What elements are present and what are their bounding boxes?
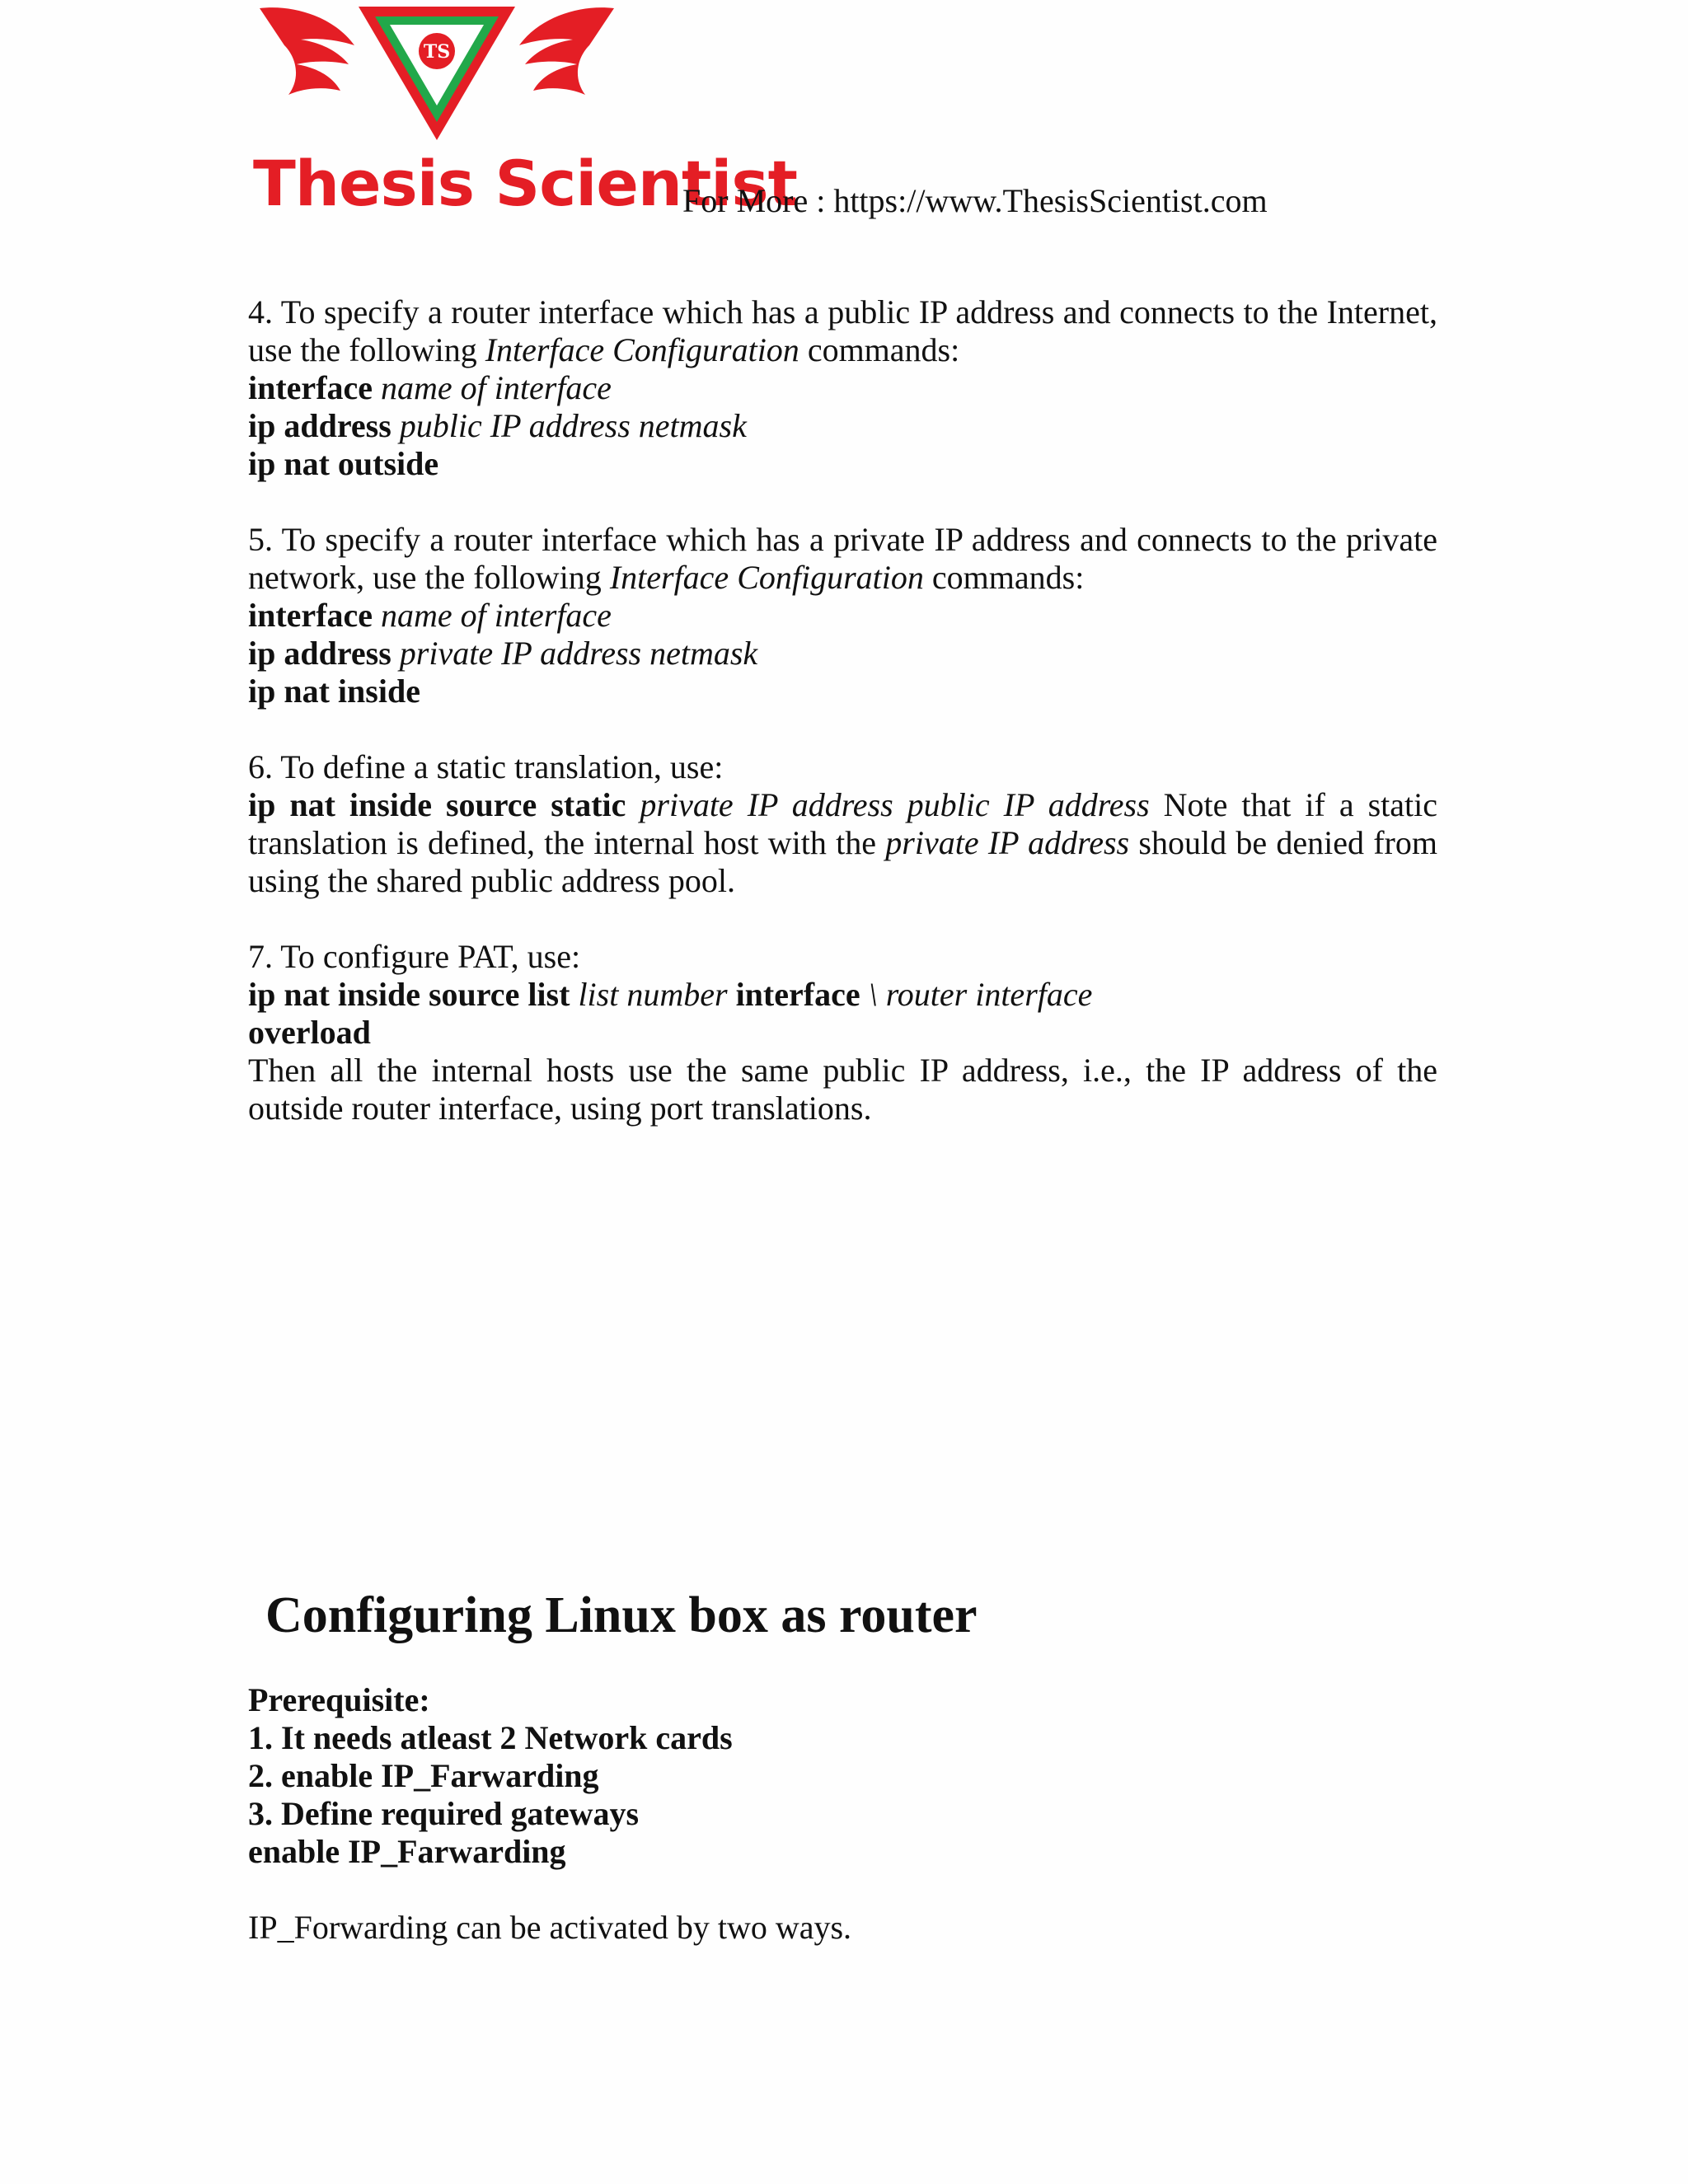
prereq-item: 2. enable IP_Farwarding — [248, 1757, 599, 1794]
step-4-cmd-interface: interface name of interface — [248, 369, 612, 406]
closing-text: IP_Forwarding can be activated by two ways. — [248, 1909, 852, 1946]
page-header — [243, 0, 1315, 239]
step-4-block — [248, 293, 1437, 483]
logo-wordmark: Thesis Scientist — [253, 147, 797, 220]
thesis-scientist-logo — [243, 0, 631, 148]
step-6-command-note: ip nat inside source static private IP address public IP address Note that if a static translation is defined, the internal host with the private IP address should be denied from using the shared public address pool. — [248, 786, 1438, 899]
spacer — [248, 1871, 1437, 1909]
step-5-block — [248, 521, 1437, 710]
prereq-item: 3. Define required gateways — [248, 1795, 640, 1832]
step-5-cmd-nat: ip nat inside — [248, 673, 420, 710]
prereq-item: enable IP_Farwarding — [248, 1833, 566, 1870]
svg-text:TS: TS — [423, 41, 451, 63]
step-5-cmd-interface: interface name of interface — [248, 597, 612, 634]
section-title: Configuring Linux box as router — [265, 1587, 978, 1643]
step-7-intro: 7. To configure PAT, use: — [248, 938, 581, 975]
step-7-block — [248, 938, 1437, 1127]
step-7-overload: overload — [248, 1014, 371, 1051]
right-wing-shape — [519, 7, 614, 95]
prereq-heading: Prerequisite: — [248, 1681, 430, 1718]
step-7-command: ip nat inside source list list number interface \ router interface — [248, 976, 1093, 1013]
website-link[interactable]: For More : https://www.ThesisScientist.com — [682, 182, 1268, 219]
step-5-intro: 5. To specify a router interface which has a private IP address and connects to the private network, use the following Interface Configuration commands: — [248, 521, 1437, 596]
step-5-cmd-ip-address: ip address private IP address netmask — [248, 635, 758, 672]
step-4-intro: 4. To specify a router interface which has a public IP address and connects to the Internet, use the following Interface Configuration commands: — [248, 293, 1437, 368]
step-7-note: Then all the internal hosts use the same public IP address, i.e., the IP address of the outside router interface, using port translations. — [248, 1052, 1437, 1127]
prerequisite-block — [248, 1681, 1437, 1947]
step-6-intro: 6. To define a static translation, use: — [248, 748, 724, 785]
left-wing-shape — [260, 7, 354, 95]
prereq-item: 1. It needs atleast 2 Network cards — [248, 1719, 733, 1756]
step-4-cmd-nat: ip nat outside — [248, 445, 439, 482]
step-6-block — [248, 748, 1437, 900]
step-4-cmd-ip-address: ip address public IP address netmask — [248, 407, 747, 444]
